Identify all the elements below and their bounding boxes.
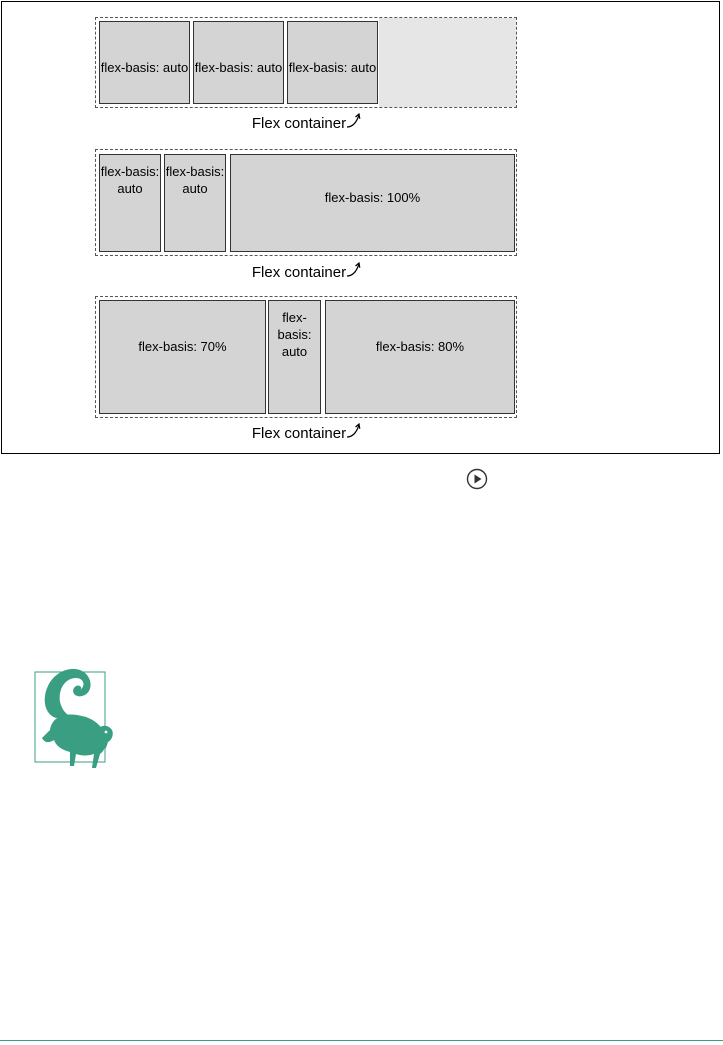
flex-item: flex-basis: auto: [268, 300, 321, 414]
footer-rule: [0, 1040, 723, 1041]
lemur-icon: [26, 658, 116, 778]
flex-item: flex-basis: auto: [287, 21, 378, 104]
container-caption: Flex container: [2, 261, 612, 282]
figure-frame: [1, 1, 720, 454]
flex-item: flex-basis: 70%: [99, 300, 266, 414]
flex-item: flex-basis: auto: [99, 21, 190, 104]
play-circle-icon[interactable]: [466, 468, 488, 490]
flex-item: flex-basis: auto: [164, 154, 226, 252]
flex-container-3: [95, 296, 517, 418]
curved-arrow-icon: [346, 422, 362, 438]
flex-item: flex-basis: 80%: [325, 300, 515, 414]
flex-item: flex-basis: auto: [99, 154, 161, 252]
free-space: [379, 18, 516, 107]
flex-container-2: [95, 149, 517, 256]
flex-item: flex-basis: auto: [193, 21, 284, 104]
container-caption: Flex container: [2, 422, 612, 443]
curved-arrow-icon: [346, 112, 362, 128]
flex-item: flex-basis: 100%: [230, 154, 515, 252]
flex-container-1: [95, 17, 517, 108]
curved-arrow-icon: [346, 261, 362, 277]
container-caption: Flex container: [2, 112, 612, 133]
